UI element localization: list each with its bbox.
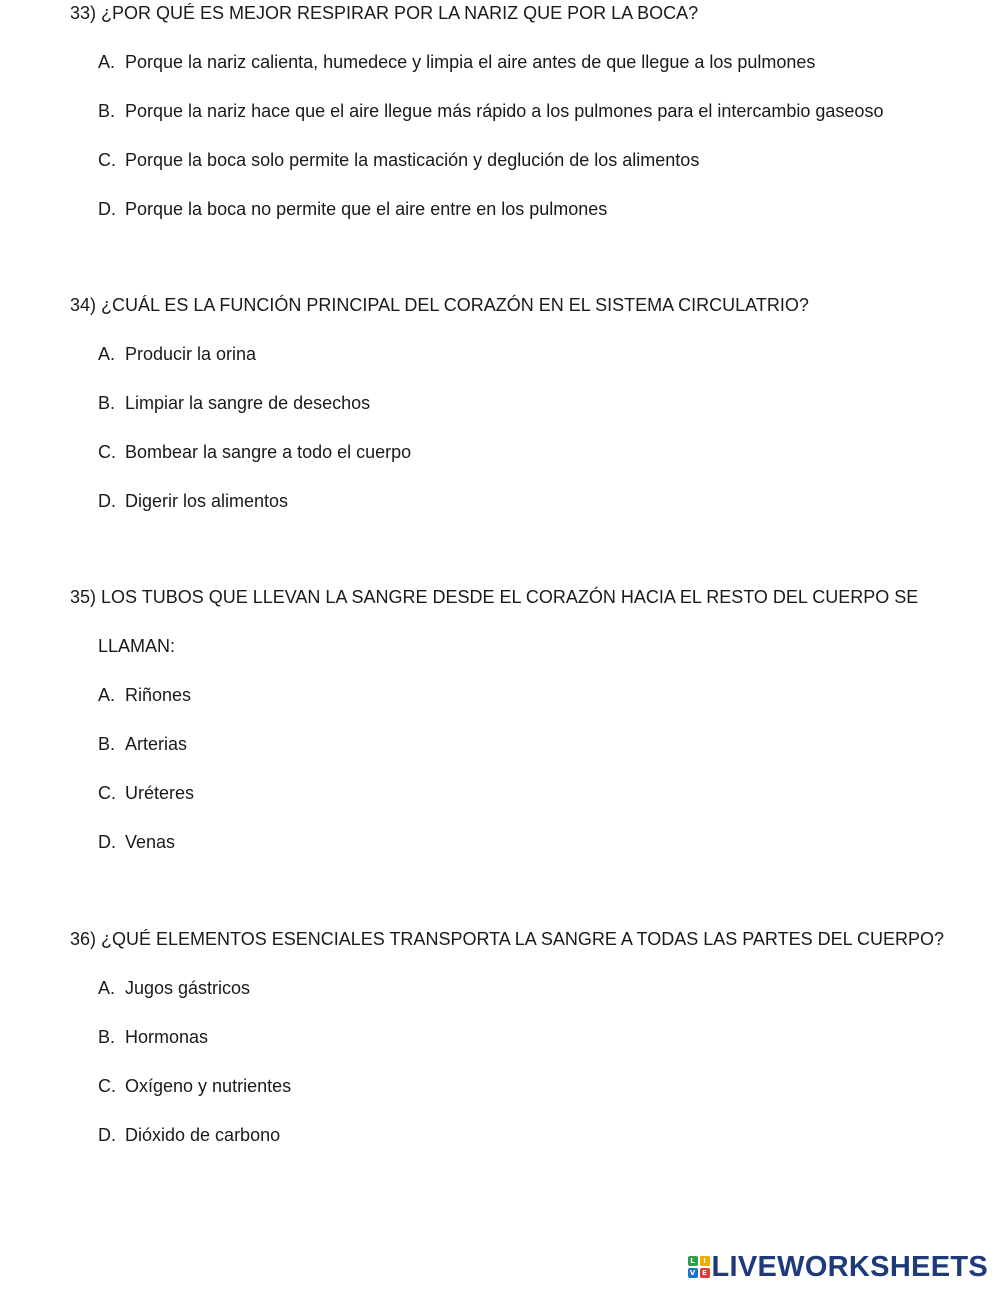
question-36-option-a[interactable]	[98, 978, 970, 998]
question-36-options	[70, 978, 970, 1145]
question-35-option-d[interactable]	[98, 832, 970, 852]
question-35	[70, 587, 970, 852]
option-text: Porque la boca no permite que el aire entre en los pulmones	[125, 199, 608, 219]
question-34-option-b[interactable]	[98, 393, 970, 413]
question-35-option-c[interactable]	[98, 783, 970, 803]
question-35-title: 35) LOS TUBOS QUE LLEVAN LA SANGRE DESDE EL CORAZÓN HACIA EL RESTO DEL CUERPO SE	[70, 587, 919, 607]
question-35-option-a[interactable]	[98, 685, 970, 705]
option-text: Limpiar la sangre de desechos	[125, 393, 371, 413]
question-33	[70, 3, 970, 219]
question-36-option-c[interactable]	[98, 1076, 970, 1096]
question-34-title: 34) ¿CUÁL ES LA FUNCIÓN PRINCIPAL DEL CORAZÓN EN EL SISTEMA CIRCULATRIO?	[70, 295, 809, 315]
question-33-option-c[interactable]	[98, 150, 970, 170]
question-34-option-c[interactable]	[98, 442, 970, 462]
option-letter: D.	[98, 491, 116, 511]
option-letter: A.	[98, 685, 116, 705]
liveworksheets-logo-text: LIVEWORKSHEETS	[711, 1251, 988, 1283]
question-36-title: 36) ¿QUÉ ELEMENTOS ESENCIALES TRANSPORTA LA SANGRE A TODAS LAS PARTES DEL CUERPO?	[70, 929, 944, 949]
question-33-option-d[interactable]	[98, 199, 970, 219]
question-36-option-b[interactable]	[98, 1027, 970, 1047]
option-letter: B.	[98, 1027, 116, 1047]
question-36	[70, 929, 970, 1145]
option-letter: A.	[98, 52, 116, 72]
option-text: Bombear la sangre a todo el cuerpo	[125, 442, 412, 462]
option-letter: D.	[98, 832, 116, 852]
option-text: Uréteres	[125, 783, 195, 803]
liveworksheets-logo	[688, 1252, 989, 1282]
logo-mark-cell: I	[700, 1256, 710, 1266]
option-letter: C.	[98, 442, 116, 462]
option-letter: C.	[98, 150, 116, 170]
question-34-option-a[interactable]	[98, 344, 970, 364]
option-text: Porque la nariz hace que el aire llegue más rápido a los pulmones para el intercambio gaseoso	[125, 101, 884, 121]
option-text: Venas	[125, 832, 176, 852]
option-letter: D.	[98, 1125, 116, 1145]
option-text: Digerir los alimentos	[125, 491, 289, 511]
option-text: Oxígeno y nutrientes	[125, 1076, 292, 1096]
option-letter: A.	[98, 344, 116, 364]
option-letter: B.	[98, 734, 116, 754]
option-text: Arterias	[125, 734, 188, 754]
question-35-options	[70, 685, 970, 852]
question-35-title-continuation: LLAMAN:	[98, 636, 176, 656]
option-letter: D.	[98, 199, 116, 219]
question-33-title: 33) ¿POR QUÉ ES MEJOR RESPIRAR POR LA NARIZ QUE POR LA BOCA?	[70, 3, 699, 23]
option-text: Porque la nariz calienta, humedece y limpia el aire antes de que llegue a los pulmones	[125, 52, 816, 72]
question-33-option-b[interactable]	[98, 101, 970, 121]
option-text: Porque la boca solo permite la masticación y deglución de los alimentos	[125, 150, 700, 170]
option-letter: C.	[98, 1076, 116, 1096]
logo-mark-cell: L	[688, 1256, 698, 1266]
logo-mark-cell: E	[700, 1268, 710, 1278]
option-letter: A.	[98, 978, 116, 998]
question-33-options	[70, 52, 970, 219]
logo-mark-cell: V	[688, 1268, 698, 1278]
question-36-option-d[interactable]	[98, 1125, 970, 1145]
option-letter: C.	[98, 783, 116, 803]
option-letter: B.	[98, 393, 116, 413]
question-35-option-b[interactable]	[98, 734, 970, 754]
question-34	[70, 295, 970, 511]
option-text: Dióxido de carbono	[125, 1125, 281, 1145]
option-text: Jugos gástricos	[125, 978, 251, 998]
option-letter: B.	[98, 101, 116, 121]
question-34-options	[70, 344, 970, 511]
option-text: Producir la orina	[125, 344, 257, 364]
option-text: Hormonas	[125, 1027, 209, 1047]
liveworksheets-logo-icon	[688, 1256, 710, 1278]
option-text: Riñones	[125, 685, 192, 705]
question-34-option-d[interactable]	[98, 491, 970, 511]
question-33-option-a[interactable]	[98, 52, 970, 72]
